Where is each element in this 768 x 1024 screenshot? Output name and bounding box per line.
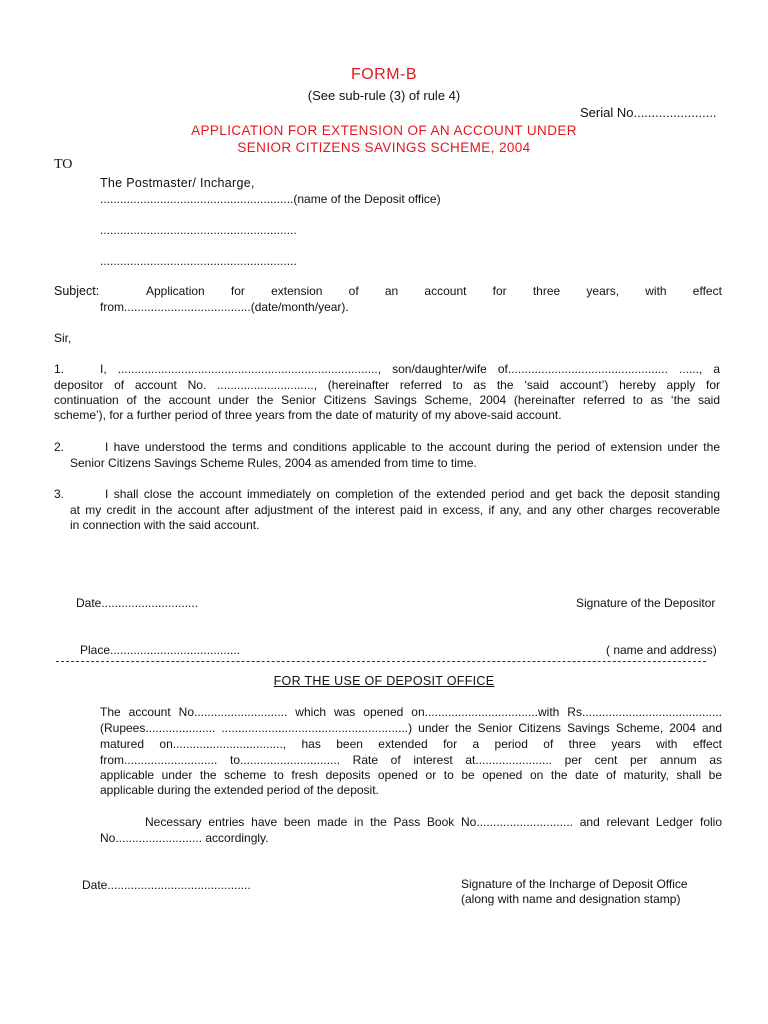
depositor-place: Place....................................... (80, 643, 241, 657)
office-line-4: from............................ to.............................. Rate of interest at....................... per cent per annum as (100, 753, 722, 767)
subject-word: account (424, 284, 467, 298)
subject-label: Subject: (54, 284, 100, 298)
subject-line-1 (146, 284, 722, 298)
paragraph-3-line-2: at my credit in the account after adjustment of the interest paid in excess, if any, and any other charges recoverable (70, 503, 720, 517)
paragraph-3-line-1: I shall close the account immediately on completion of the extended period and get back the deposit standing (105, 487, 720, 501)
paragraph-2-line-2: Senior Citizens Savings Scheme Rules, 2004 as amended from time to time. (70, 456, 477, 470)
paragraph-2-line-1: I have understood the terms and conditions applicable to the account during the period of extension under the (105, 440, 720, 454)
subject-word: for (230, 284, 245, 298)
address-line-3: ........................................................... (100, 254, 297, 268)
to-label: TO (54, 157, 73, 172)
office-line-2: (Rupees..................... ........................................................) under the Senior Citizens Savings Scheme, 2004 and (100, 721, 722, 735)
paragraph-1-number: 1. (54, 362, 65, 376)
paragraph-1-line-3: continuation of the account under the Senior Citizens Savings Scheme, 2004 (hereinafter referred to as ‘the said (54, 393, 720, 407)
office-line-8: No.......................... accordingly. (100, 831, 269, 845)
address-line-2: ........................................................... (100, 223, 297, 237)
depositor-name-address: ( name and address) (606, 643, 717, 657)
paragraph-3-line-3: in connection with the said account. (70, 518, 260, 532)
subject-word: years, (586, 284, 620, 298)
subject-word: of (348, 284, 359, 298)
office-line-6: applicable during the extended period of the deposit. (100, 783, 379, 797)
subject-word: for (492, 284, 507, 298)
office-signature: Signature of the Incharge of Deposit Office (461, 877, 688, 891)
paragraph-1-line-2: depositor of account No. ............................., (hereinafter referred to as the ‘said account’) hereby apply for (54, 378, 720, 392)
recipient-name: The Postmaster/ Incharge, (100, 176, 255, 190)
office-line-5: applicable under the scheme to fresh deposits opened or to be opened on the date of maturity, shall be (100, 768, 722, 782)
subject-word: Application (146, 284, 205, 298)
section-divider (56, 661, 706, 662)
depositor-signature: Signature of the Depositor (576, 596, 716, 610)
deposit-office-line: ..........................................................(name of the Deposit office) (100, 192, 441, 206)
serial-number: Serial No....................... (580, 105, 717, 120)
office-stamp-note: (along with name and designation stamp) (461, 892, 681, 906)
paragraph-3-number: 3. (54, 487, 65, 501)
subject-word: with (645, 284, 667, 298)
form-title: FORM-B (350, 66, 418, 83)
application-title-line1: APPLICATION FOR EXTENSION OF AN ACCOUNT UNDER (191, 123, 577, 138)
subject-word: effect (692, 284, 722, 298)
office-line-1: The account No............................ which was opened on..................................with Rs.......................................... (100, 705, 722, 719)
office-section-heading: FOR THE USE OF DEPOSIT OFFICE (273, 674, 495, 688)
subject-word: an (384, 284, 399, 298)
sub-rule-note: (See sub-rule (3) of rule 4) (307, 88, 461, 103)
depositor-date: Date............................. (76, 596, 199, 610)
office-line-7: Necessary entries have been made in the Pass Book No............................. and relevant Ledger folio (145, 815, 722, 829)
subject-word: extension (271, 284, 323, 298)
subject-word: three (532, 284, 561, 298)
paragraph-1-line-4: scheme’), for a further period of three years from the date of maturity of my above-said account. (54, 408, 562, 422)
salutation: Sir, (54, 331, 72, 345)
paragraph-2-number: 2. (54, 440, 65, 454)
application-title-line2: SENIOR CITIZENS SAVINGS SCHEME, 2004 (237, 140, 531, 155)
subject-line-2: from......................................(date/month/year). (100, 300, 349, 314)
paragraph-1-line-1: I, .............................................................................., son/daughter/wife of................................................ ......, a (100, 362, 720, 376)
office-line-3: matured on................................., has been extended for a period of three years with effect (100, 737, 722, 751)
office-date: Date........................................... (82, 878, 251, 892)
